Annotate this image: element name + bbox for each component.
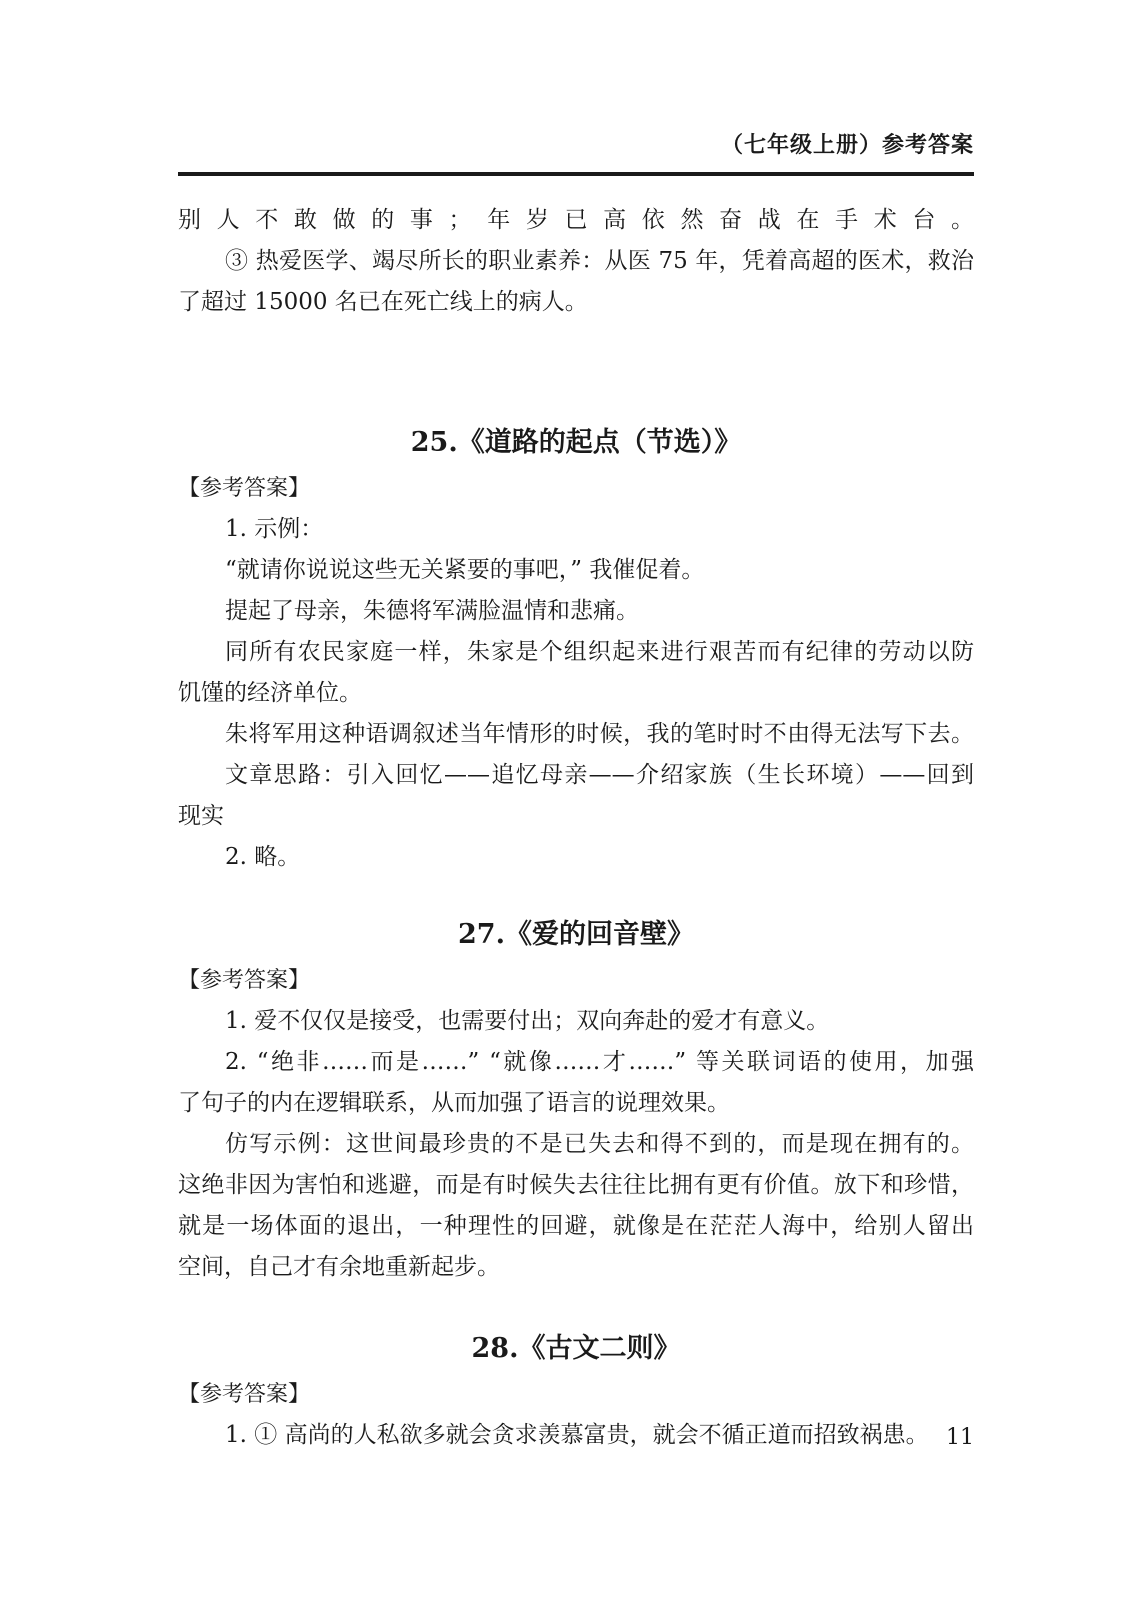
answer-label: 【参考答案】 xyxy=(178,476,311,501)
paragraph-line: 仿写示例：这世间最珍贵的不是已失去和得不到的，而是现在拥有的。 xyxy=(225,1131,974,1157)
page-number: 11 xyxy=(946,1425,974,1450)
paragraph-line: 同所有农民家庭一样，朱家是个组织起来进行艰苦而有纪律的劳动以防 xyxy=(225,639,974,665)
paragraph-line: ③ 热爱医学、竭尽所长的职业素养：从医 75 年，凭着高超的医术，救治 xyxy=(225,248,974,274)
paragraph-line: 文章思路：引入回忆——追忆母亲——介绍家族（生长环境）——回到 xyxy=(225,762,974,788)
answer-label: 【参考答案】 xyxy=(178,1382,311,1407)
paragraph-line: 1. 爱不仅仅是接受，也需要付出；双向奔赴的爱才有意义。 xyxy=(225,1008,830,1034)
spacer xyxy=(178,878,974,910)
section-title: 25.《道路的起点（节选）》 xyxy=(410,427,742,458)
paragraph-line: 现实 xyxy=(178,803,224,829)
paragraph-line: 1. ① 高尚的人私欲多就会贪求羡慕富贵，就会不循正道而招致祸患。 xyxy=(225,1422,929,1448)
paragraph-line: 就是一场体面的退出，一种理性的回避，就像是在茫茫人海中，给别人留出 xyxy=(178,1213,974,1239)
spacer xyxy=(178,323,974,418)
paragraph-line: 饥馑的经济单位。 xyxy=(178,680,362,706)
answer-label: 【参考答案】 xyxy=(178,968,311,993)
paragraph-line: 这绝非因为害怕和逃避，而是有时候失去往往比拥有更有价值。放下和珍惜， xyxy=(178,1172,974,1198)
running-header: （七年级上册）参考答案 xyxy=(720,133,974,158)
paragraph-line: 朱将军用这种语调叙述当年情形的时候，我的笔时时不由得无法写下去。 xyxy=(225,721,974,747)
paragraph-line: 空间，自己才有余地重新起步。 xyxy=(178,1254,500,1280)
paragraph-line: 提起了母亲，朱德将军满脸温情和悲痛。 xyxy=(225,598,639,624)
paragraph-line: 了超过 15000 名已在死亡线上的病人。 xyxy=(178,289,588,315)
section-title: 28.《古文二则》 xyxy=(471,1333,681,1364)
paragraph-line: 了句子的内在逻辑联系，从而加强了语言的说理效果。 xyxy=(178,1090,730,1116)
paragraph-line: 2. 略。 xyxy=(225,844,301,870)
paragraph-line: 2. “绝非……而是……” “就像……才……” 等关联词语的使用，加强 xyxy=(225,1049,974,1075)
header-rule xyxy=(178,172,974,176)
page-content xyxy=(178,200,974,1456)
paragraph-line: 1. 示例： xyxy=(225,516,324,542)
section-25 xyxy=(178,418,974,878)
spacer xyxy=(178,1288,974,1324)
section-title: 27.《爱的回音壁》 xyxy=(458,919,694,950)
intro-block xyxy=(178,200,974,323)
paragraph-line: 别人不敢做的事；年岁已高依然奋战在手术台。 xyxy=(178,207,974,233)
section-27 xyxy=(178,910,974,1288)
section-28 xyxy=(178,1324,974,1456)
paragraph-line: “就请你说说这些无关紧要的事吧，” 我催促着。 xyxy=(225,557,705,583)
